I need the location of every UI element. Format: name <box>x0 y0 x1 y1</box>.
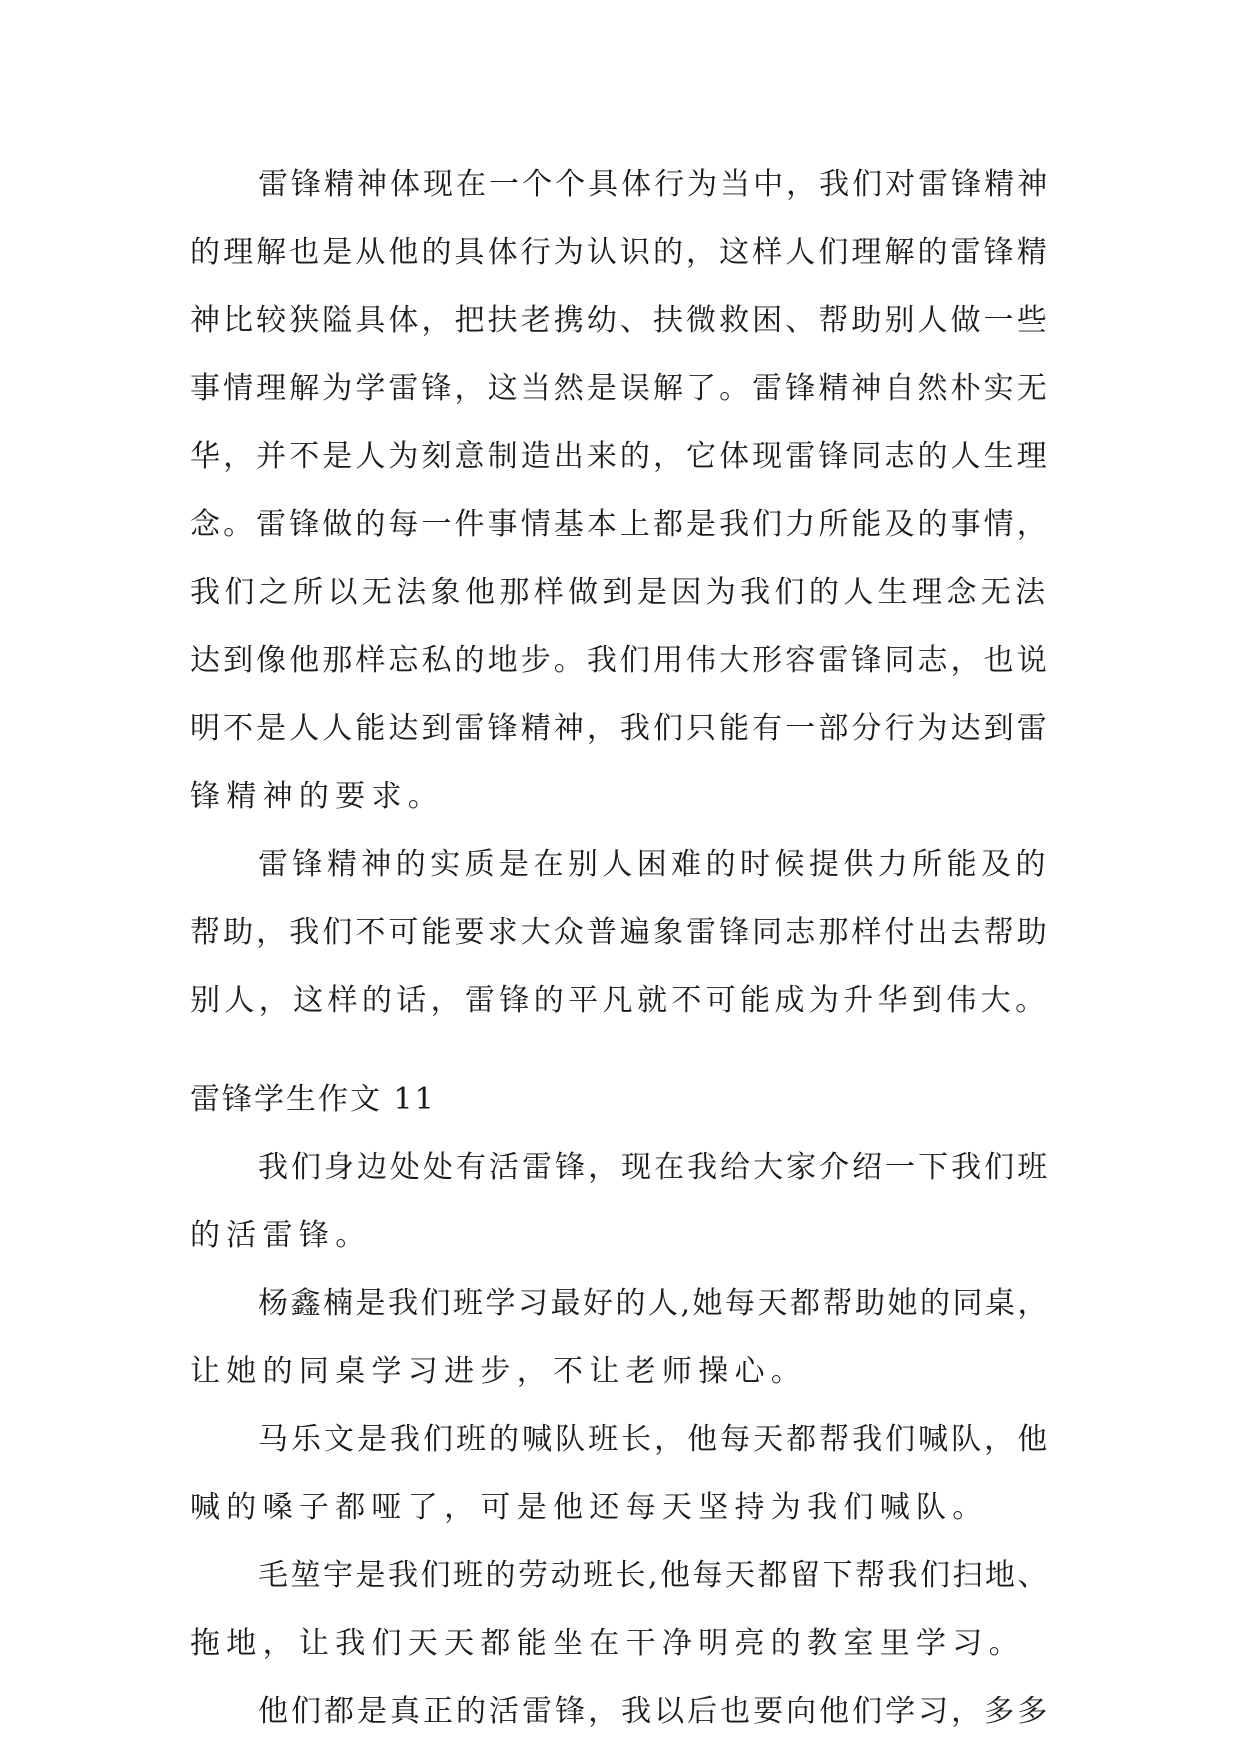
paragraph-line: 明不是人人能达到雷锋精神，我们只能有一部分行为达到雷 <box>190 711 1050 746</box>
paragraph-line: 我们身边处处有活雷锋，现在我给大家介绍一下我们班 <box>258 1150 1051 1185</box>
paragraph-line: 他们都是真正的活雷锋，我以后也要向他们学习，多多 <box>258 1694 1051 1729</box>
paragraph-line: 杨鑫楠是我们班学习最好的人,她每天都帮助她的同桌， <box>258 1286 1051 1321</box>
paragraph-line: 帮助，我们不可能要求大众普遍象雷锋同志那样付出去帮助 <box>190 915 1050 950</box>
paragraph-line: 拖地，让我们天天都能坐在干净明亮的教室里学习。 <box>190 1626 1025 1661</box>
paragraph-line: 雷锋精神体现在一个个具体行为当中，我们对雷锋精神 <box>258 167 1051 202</box>
paragraph-line: 念。雷锋做的每一件事情基本上都是我们力所能及的事情， <box>190 507 1050 542</box>
paragraph-line: 神比较狭隘具体，把扶老携幼、扶微救困、帮助别人做一些 <box>190 303 1050 338</box>
paragraph-line: 事情理解为学雷锋，这当然是误解了。雷锋精神自然朴实无 <box>190 371 1050 406</box>
paragraph-line: 华，并不是人为刻意制造出来的，它体现雷锋同志的人生理 <box>190 439 1050 474</box>
section-heading: 雷锋学生作文 11 <box>190 1082 436 1117</box>
paragraph-line: 喊的嗓子都哑了，可是他还每天坚持为我们喊队。 <box>190 1490 989 1525</box>
paragraph-line: 的理解也是从他的具体行为认识的，这样人们理解的雷锋精 <box>190 235 1050 270</box>
paragraph-line: 马乐文是我们班的喊队班长，他每天都帮我们喊队，他 <box>258 1422 1051 1457</box>
paragraph-line: 让她的同桌学习进步，不让老师操心。 <box>190 1354 808 1389</box>
paragraph-line: 别人，这样的话，雷锋的平凡就不可能成为升华到伟大。 <box>190 983 1050 1018</box>
paragraph-line: 毛堃宇是我们班的劳动班长,他每天都留下帮我们扫地、 <box>258 1558 1051 1593</box>
paragraph-line: 的活雷锋。 <box>190 1218 372 1253</box>
paragraph-line: 达到像他那样忘私的地步。我们用伟大形容雷锋同志，也说 <box>190 643 1050 678</box>
paragraph-line: 我们之所以无法象他那样做到是因为我们的人生理念无法 <box>190 575 1050 610</box>
paragraph-line: 雷锋精神的实质是在别人困难的时候提供力所能及的 <box>258 847 1050 882</box>
paragraph-line: 锋精神的要求。 <box>190 779 445 814</box>
